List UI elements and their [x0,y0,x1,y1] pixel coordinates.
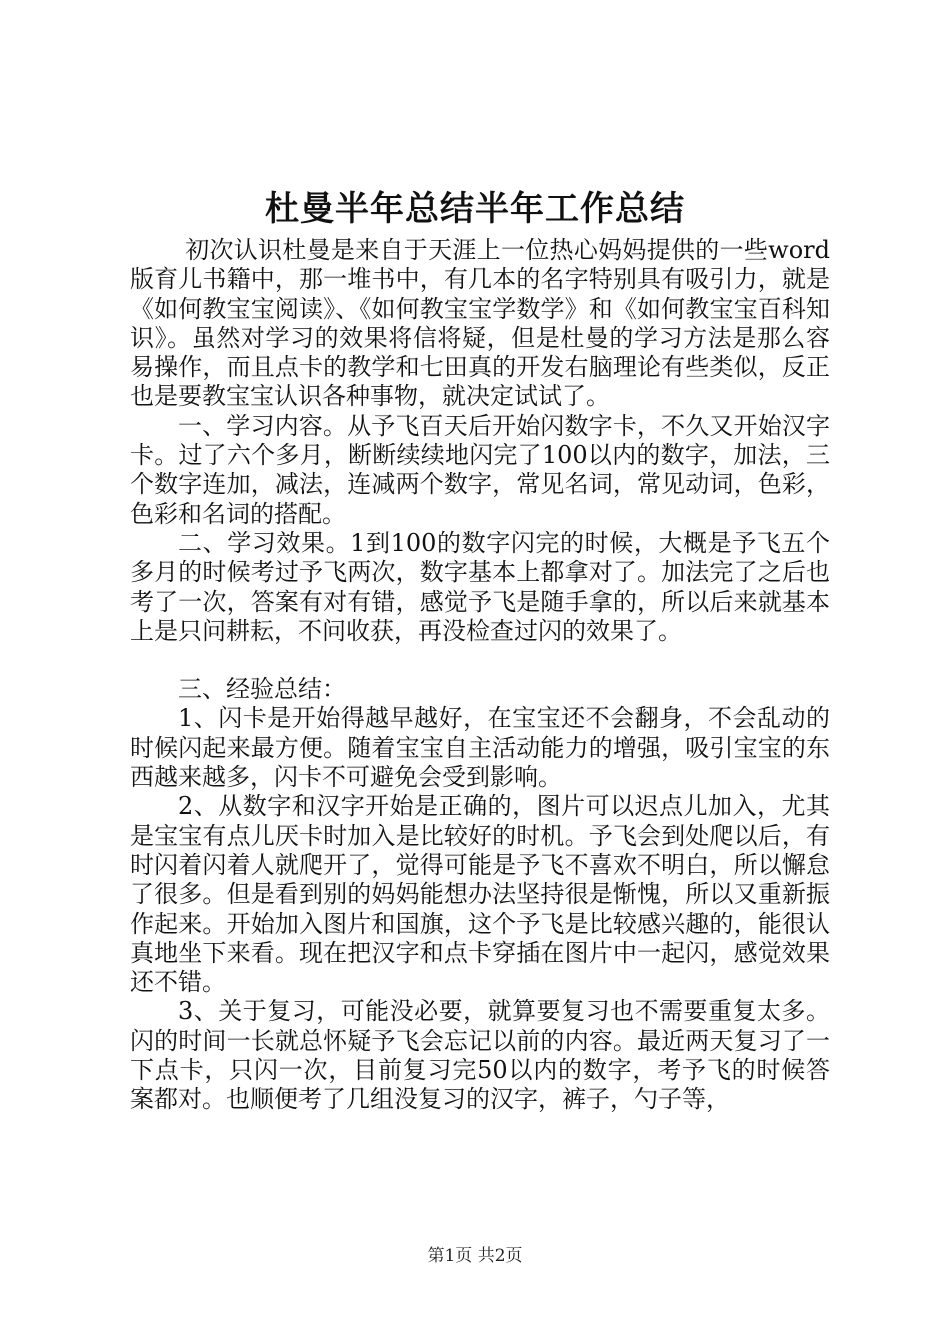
paragraph-learning-content: 一、学习内容。从予飞百天后开始闪数字卡，不久又开始汉字卡。过了六个多月，断断续续地闪完了100以内的数字，加法，三个数字连加，减法，连减两个数字，常见名词，常见动词，色彩，色彩和名词的搭配。 [130,411,830,528]
paragraph-experience-3: 3、关于复习，可能没必要，就算要复习也不需要重复太多。闪的时间一长就总怀疑予飞会忘记以前的内容。最近两天复习了一下点卡，只闪一次，目前复习完50以内的数字，考予飞的时候答案都对。也顺便考了几组没复习的汉字，裤子，勺子等， [130,997,830,1114]
section-heading-experience: 三、经验总结： [178,675,346,704]
paragraph-experience-2: 2、从数字和汉字开始是正确的，图片可以迟点儿加入，尤其是宝宝有点儿厌卡时加入是比较好的时机。予飞会到处爬以后，有时闪着闪着人就爬开了，觉得可能是予飞不喜欢不明白，所以懈怠了很多。但是看到别的妈妈能想办法坚持很是惭愧，所以又重新振作起来。开始加入图片和国旗，这个予飞是比较感兴趣的，能很认真地坐下来看。现在把汉字和点卡穿插在图片中一起闪，感觉效果还不错。 [130,792,830,997]
document-body [130,236,830,1115]
paragraph-learning-effect: 二、学习效果。1到100的数字闪完的时候，大概是予飞五个多月的时候考过予飞两次，数字基本上都拿对了。加法完了之后也考了一次，答案有对有错，感觉予飞是随手拿的，所以后来就基本上是只问耕耘，不问收获，再没检查过闪的效果了。 [130,528,830,645]
page-number-footer: 第1页 共2页 [427,1246,523,1266]
paragraph-intro: 初次认识杜曼是来自于天涯上一位热心妈妈提供的一些word版育儿书籍中，那一堆书中，有几本的名字特别具有吸引力，就是《如何教宝宝阅读》、《如何教宝宝学数学》和《如何教宝宝百科知识》。虽然对学习的效果将信将疑，但是杜曼的学习方法是那么容易操作，而且点卡的教学和七田真的开发右脑理论有些类似，反正也是要教宝宝认识各种事物，就决定试试了。 [130,236,830,411]
paragraph-experience-1: 1、闪卡是开始得越早越好，在宝宝还不会翻身，不会乱动的时候闪起来最方便。随着宝宝自主活动能力的增强，吸引宝宝的东西越来越多，闪卡不可避免会受到影响。 [130,704,830,792]
document-title: 杜曼半年总结半年工作总结 [265,189,685,229]
